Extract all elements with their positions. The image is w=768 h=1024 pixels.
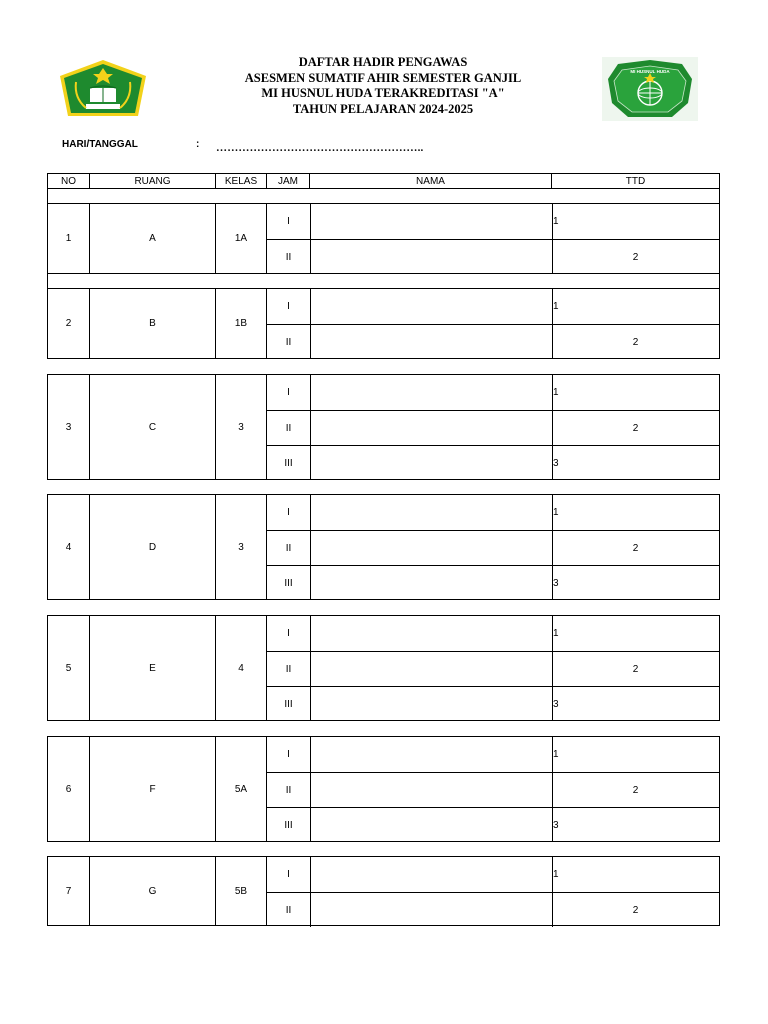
nama-field[interactable] [310,411,553,445]
row-ruang: E [90,616,216,720]
session-row [267,565,719,600]
ttd-field[interactable]: 3 [553,698,559,710]
row-kelas: 3 [216,375,267,479]
col-ruang: RUANG [90,174,216,188]
nama-field[interactable] [310,857,553,892]
header-school: MI HUSNUL HUDA TERAKREDITASI "A" [261,86,505,100]
row-ruang: C [90,375,216,479]
nama-field[interactable] [310,531,553,565]
row-no: 5 [48,616,90,720]
session-jam: II [267,411,311,445]
session-jam: I [267,204,311,239]
session-jam: I [267,375,311,410]
nama-field[interactable] [310,325,553,359]
session-jam: II [267,240,311,274]
ttd-field[interactable]: 3 [553,577,559,589]
date-field[interactable]: ……………………………………………….. [216,142,424,154]
session-jam: I [267,495,311,530]
session-row [267,892,719,927]
nama-field[interactable] [310,204,553,239]
spacer-row [47,188,720,204]
session-jam: III [267,687,311,721]
nama-field[interactable] [310,446,553,480]
document-header [150,55,616,117]
ttd-field[interactable]: 2 [632,663,639,675]
session-row [267,686,719,721]
ttd-field[interactable]: 2 [632,251,639,263]
table-row [47,615,720,721]
session-row [267,445,719,480]
row-kelas: 5B [216,857,267,925]
table-row [47,736,720,842]
row-no: 6 [48,737,90,841]
row-ruang: G [90,857,216,925]
row-ruang: B [90,289,216,358]
session-row [267,324,719,359]
nama-field[interactable] [310,687,553,721]
row-no: 2 [48,289,90,358]
row-ruang: D [90,495,216,599]
row-kelas: 1A [216,204,267,273]
ttd-field[interactable]: 2 [632,784,639,796]
col-kelas: KELAS [216,174,267,188]
table-row [47,288,720,359]
session-jam: III [267,808,311,842]
ttd-field[interactable]: 3 [553,819,559,831]
session-row [267,737,719,772]
session-jam: I [267,737,311,772]
session-row [267,204,719,239]
session-jam: II [267,652,311,686]
nama-field[interactable] [310,616,553,651]
school-logo [602,57,698,121]
kemenag-logo [56,58,150,118]
row-ruang: F [90,737,216,841]
session-row [267,807,719,842]
ttd-field[interactable]: 1 [553,216,559,227]
ttd-field[interactable]: 1 [553,387,559,398]
session-jam: I [267,857,311,892]
row-ruang: A [90,204,216,273]
nama-field[interactable] [310,893,553,927]
table-row [47,856,720,926]
session-row [267,495,719,530]
session-row [267,651,719,686]
session-row [267,530,719,565]
ttd-field[interactable]: 1 [553,749,559,760]
ttd-field[interactable]: 3 [553,457,559,469]
header-subtitle: ASESMEN SUMATIF AHIR SEMESTER GANJIL [244,70,522,85]
session-row [267,410,719,445]
school-logo-text: MI HUSNUL HUDA [630,69,670,74]
session-jam: III [267,566,311,600]
session-jam: II [267,893,311,927]
session-row [267,857,719,892]
session-jam: II [267,531,311,565]
nama-field[interactable] [310,652,553,686]
session-row [267,616,719,651]
session-jam: III [267,446,311,480]
table-row [47,494,720,600]
session-jam: I [267,616,311,651]
nama-field[interactable] [310,240,553,274]
row-no: 3 [48,375,90,479]
ttd-field[interactable]: 1 [553,301,559,312]
nama-field[interactable] [310,808,553,842]
header-title: DAFTAR HADIR PENGAWAS [298,55,468,69]
session-jam: II [267,773,311,807]
nama-field[interactable] [310,773,553,807]
row-kelas: 3 [216,495,267,599]
table-row [47,374,720,480]
row-no: 4 [48,495,90,599]
session-row [267,239,719,274]
nama-field[interactable] [310,566,553,600]
col-jam: JAM [267,174,310,188]
session-jam: I [267,289,311,324]
nama-field[interactable] [310,289,553,324]
table-row [47,203,720,274]
ttd-field[interactable]: 1 [553,507,559,518]
row-no: 7 [48,857,90,925]
row-kelas: 1B [216,289,267,358]
session-jam: II [267,325,311,359]
session-row [267,375,719,410]
col-nama: NAMA [310,174,552,188]
ttd-field[interactable]: 2 [632,904,639,916]
nama-field[interactable] [310,495,553,530]
ttd-field[interactable]: 2 [632,336,639,348]
date-colon: : [196,139,200,150]
row-kelas: 4 [216,616,267,720]
spacer-row [47,273,720,289]
ttd-field[interactable]: 1 [553,628,559,639]
col-no: NO [48,174,90,188]
nama-field[interactable] [310,737,553,772]
table-header [47,173,720,189]
col-ttd: TTD [625,175,646,187]
header-year: TAHUN PELAJARAN 2024-2025 [292,101,474,116]
ttd-field[interactable]: 1 [553,869,559,880]
ttd-field[interactable]: 2 [632,422,639,434]
session-row [267,772,719,807]
nama-field[interactable] [310,375,553,410]
session-row [267,289,719,324]
row-no: 1 [48,204,90,273]
row-kelas: 5A [216,737,267,841]
date-label: HARI/TANGGAL [62,139,138,150]
ttd-field[interactable]: 2 [632,542,639,554]
